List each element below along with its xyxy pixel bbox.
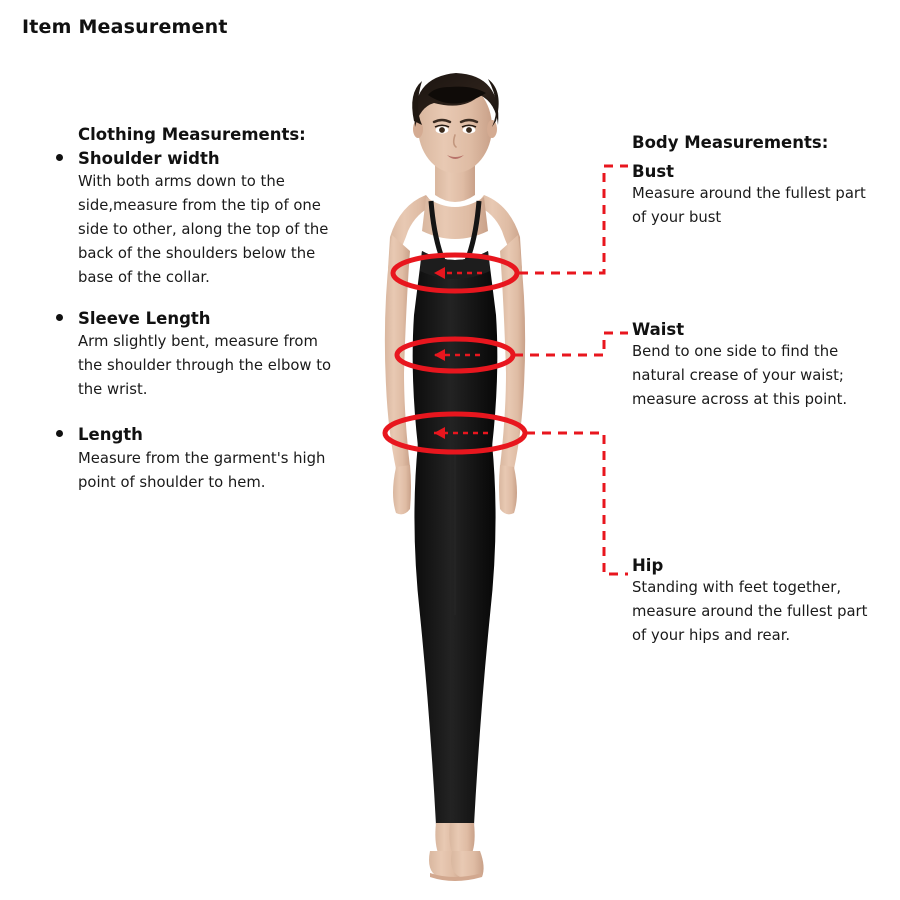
model-figure <box>330 55 580 885</box>
bullet-icon <box>56 314 63 321</box>
bust-desc: Measure around the fullest part of your bust <box>632 185 866 227</box>
length-term: Length <box>78 425 143 445</box>
hip-term: Hip <box>632 556 664 575</box>
body-measurements-panel <box>632 133 882 645</box>
length-desc: Measure from the garment's high point of shoulder to hem. <box>78 449 326 491</box>
bust-term: Bust <box>632 162 675 181</box>
hip-desc: Standing with feet together, measure around the fullest part of your hips and rear. <box>632 579 868 645</box>
measurement-item-length <box>50 424 340 494</box>
shoulder-width-desc: With both arms down to the side,measure from the tip of one side to other, along the top of the back of the shoulders below the base of the collar. <box>78 173 329 287</box>
shoulder-width-term: Shoulder width <box>78 149 220 168</box>
page-title: Item Measurement <box>22 16 228 38</box>
clothing-measurements-heading: Clothing Measurements: <box>78 125 306 144</box>
bullet-icon <box>56 430 63 437</box>
waist-desc: Bend to one side to find the natural crease of your waist; measure across at this point. <box>632 343 848 409</box>
sleeve-length-term: Sleeve Length <box>78 309 211 329</box>
clothing-measurements-panel <box>50 125 340 508</box>
body-measurements-heading: Body Measurements: <box>632 133 829 152</box>
measurement-item-bust <box>632 161 882 230</box>
measurement-item-hip <box>632 555 882 648</box>
measurement-item-sleeve-length <box>50 308 340 402</box>
measurement-item-waist <box>632 319 882 412</box>
bullet-icon <box>56 154 63 161</box>
measurement-item-shoulder-width <box>50 148 340 290</box>
waist-term: Waist <box>632 320 685 339</box>
sleeve-length-desc: Arm slightly bent, measure from the shoulder through the elbow to the wrist. <box>78 333 332 399</box>
